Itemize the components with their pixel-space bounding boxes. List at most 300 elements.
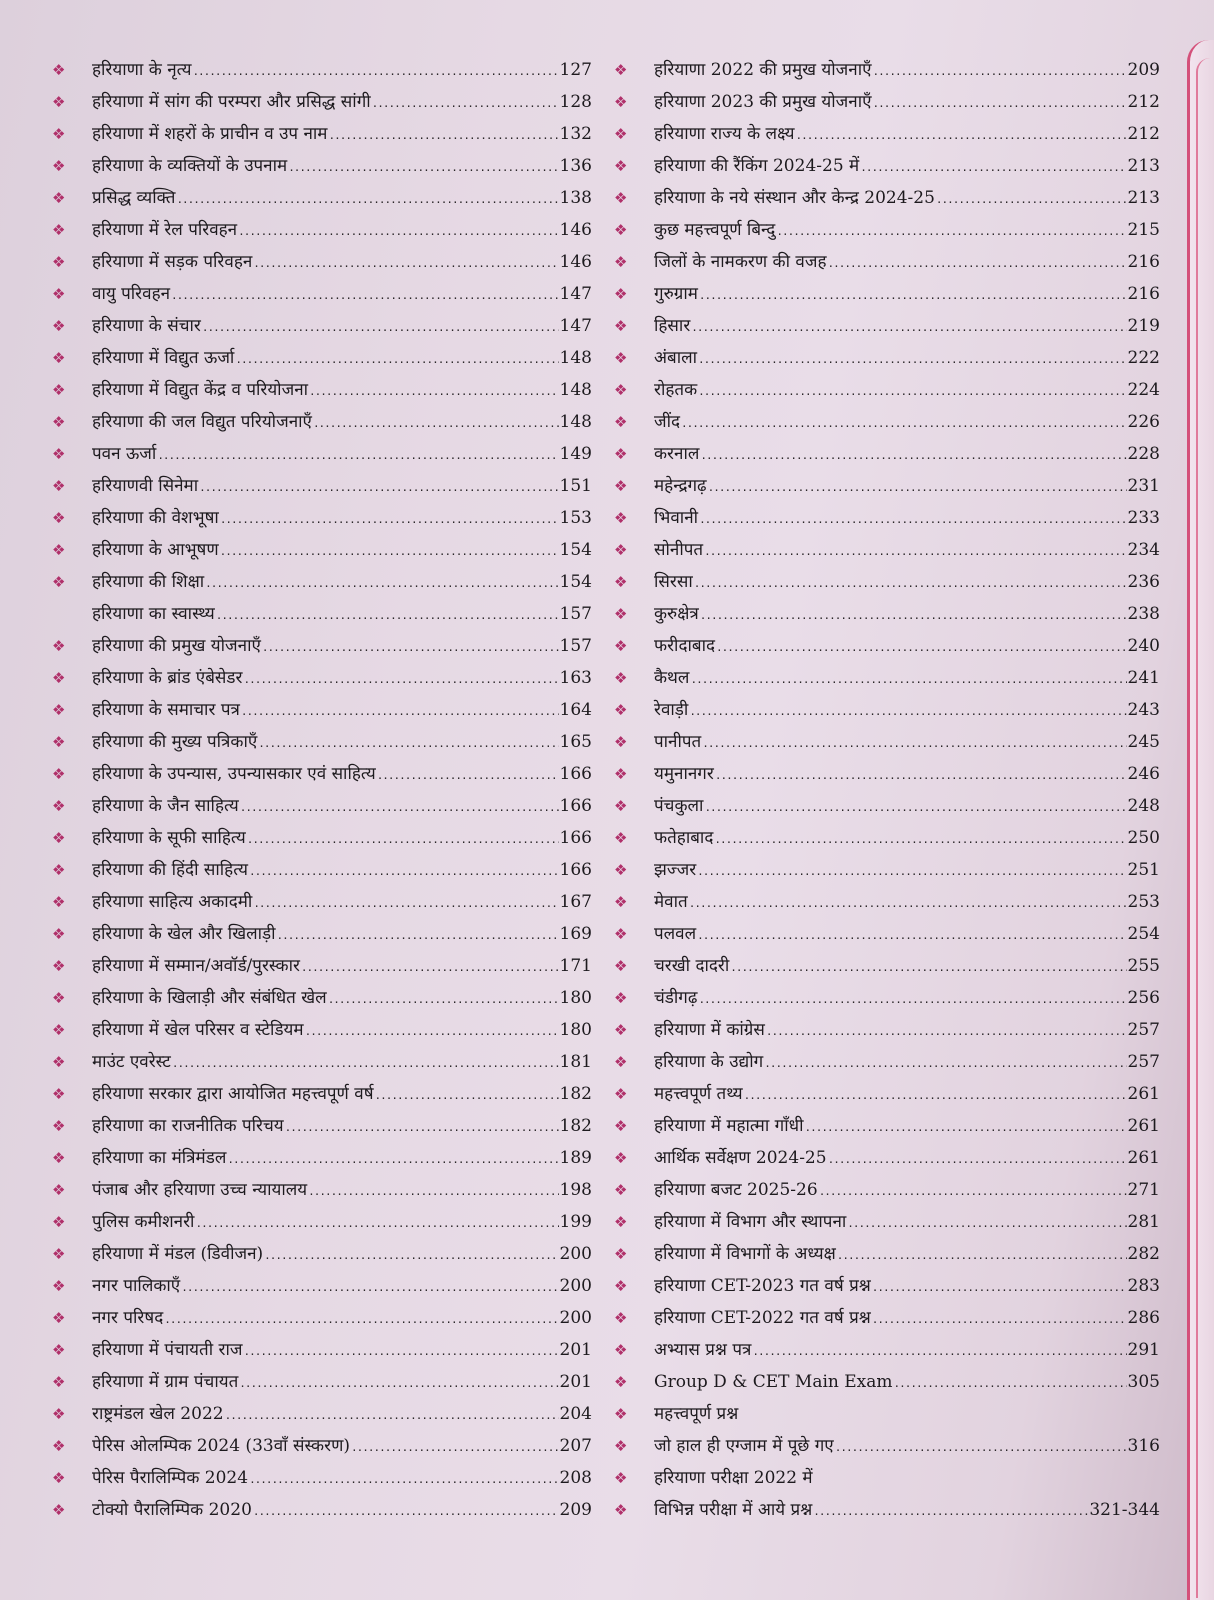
bullet-icon: ❖ xyxy=(614,477,628,495)
entry-title: रोहतक xyxy=(654,380,698,400)
dot-leader xyxy=(181,1272,558,1304)
entry-page-number: 224 xyxy=(1127,380,1160,400)
entry-title: हरियाणा में मंडल (डिवीजन) xyxy=(92,1244,264,1264)
dot-leader xyxy=(681,408,1127,440)
contents-entry xyxy=(52,470,592,502)
entry-page-number: 316 xyxy=(1127,1436,1160,1456)
entry-title: हरियाणा के नये संस्थान और केन्द्र 2024-25 xyxy=(654,188,935,208)
dot-leader xyxy=(689,696,1126,728)
bullet-icon: ❖ xyxy=(614,957,628,975)
entry-title: हरियाणा की वेशभूषा xyxy=(92,508,219,528)
entry-page-number: 166 xyxy=(559,828,592,848)
dot-leader xyxy=(235,344,558,376)
entry-page-number: 128 xyxy=(559,92,592,112)
entry-title: कुरुक्षेत्र xyxy=(654,604,699,624)
contents-entry xyxy=(614,1142,1160,1174)
contents-entry xyxy=(52,1174,592,1206)
entry-page-number: 256 xyxy=(1127,988,1160,1008)
bullet-icon: ❖ xyxy=(52,541,66,559)
entry-page-number: 253 xyxy=(1127,892,1160,912)
bullet-icon: ❖ xyxy=(614,253,628,271)
dot-leader xyxy=(714,824,1126,856)
dot-leader xyxy=(253,888,558,920)
dot-leader xyxy=(220,536,559,568)
entry-title: पलवल xyxy=(654,924,697,944)
entry-page-number: 163 xyxy=(559,668,592,688)
bullet-icon: ❖ xyxy=(614,1181,628,1199)
entry-page-number: 138 xyxy=(559,188,592,208)
entry-title: प्रसिद्ध व्यक्ति xyxy=(92,188,176,208)
entry-page-number: 182 xyxy=(559,1116,592,1136)
entry-title: सोनीपत xyxy=(654,540,704,560)
entry-page-number: 127 xyxy=(559,60,592,80)
contents-entry xyxy=(52,182,592,214)
contents-entry xyxy=(614,1430,1160,1462)
entry-page-number: 204 xyxy=(559,1404,592,1424)
bullet-icon: ❖ xyxy=(52,125,66,143)
contents-entry xyxy=(614,1014,1160,1046)
bullet-icon: ❖ xyxy=(614,1213,628,1231)
entry-title: हिसार xyxy=(654,316,691,336)
contents-entry xyxy=(614,854,1160,886)
dot-leader xyxy=(313,408,559,440)
entry-title: महत्त्वपूर्ण तथ्य xyxy=(654,1084,743,1104)
dot-leader xyxy=(216,600,559,632)
contents-entry xyxy=(52,534,592,566)
bullet-icon: ❖ xyxy=(52,381,66,399)
bullet-icon: ❖ xyxy=(52,413,66,431)
contents-entry xyxy=(52,918,592,950)
entry-page-number: 228 xyxy=(1127,444,1160,464)
contents-entry xyxy=(52,982,592,1014)
entry-title: वायु परिवहन xyxy=(92,284,171,304)
entry-page-number: 154 xyxy=(559,572,592,592)
contents-entry xyxy=(614,1334,1160,1366)
bullet-icon: ❖ xyxy=(52,573,66,591)
contents-entry xyxy=(614,1494,1160,1526)
bullet-icon: ❖ xyxy=(614,317,628,335)
contents-entry xyxy=(614,246,1160,278)
entry-page-number: 148 xyxy=(559,380,592,400)
contents-entry xyxy=(614,214,1160,246)
contents-entry xyxy=(52,150,592,182)
bullet-icon: ❖ xyxy=(52,1469,66,1487)
entry-page-number: 283 xyxy=(1127,1276,1160,1296)
entry-title: महत्त्वपूर्ण प्रश्न xyxy=(654,1404,739,1424)
entry-page-number: 199 xyxy=(559,1212,592,1232)
entry-title: हरियाणा के व्यक्तियों के उपनाम xyxy=(92,156,288,176)
dot-leader xyxy=(247,824,559,856)
contents-entry xyxy=(614,342,1160,374)
entry-page-number: 321-344 xyxy=(1089,1500,1160,1520)
entry-title: हरियाणा के आभूषण xyxy=(92,540,219,560)
contents-entry xyxy=(614,182,1160,214)
contents-entry xyxy=(52,758,592,790)
dot-leader xyxy=(249,1464,558,1496)
entry-title: हरियाणा 2022 की प्रमुख योजनाएँ xyxy=(654,60,872,80)
entry-title: गुरुग्राम xyxy=(654,284,698,304)
bullet-icon: ❖ xyxy=(614,637,628,655)
bullet-icon: ❖ xyxy=(52,1021,66,1039)
entry-title: हरियाणा परीक्षा 2022 में xyxy=(654,1468,813,1488)
contents-entry xyxy=(52,822,592,854)
bullet-icon: ❖ xyxy=(614,541,628,559)
entry-page-number: 231 xyxy=(1127,476,1160,496)
entry-page-number: 136 xyxy=(559,156,592,176)
contents-entry xyxy=(614,438,1160,470)
dot-leader xyxy=(328,984,559,1016)
entry-title: यमुनानगर xyxy=(654,764,714,784)
entry-page-number: 148 xyxy=(559,412,592,432)
bullet-icon: ❖ xyxy=(614,829,628,847)
entry-page-number: 182 xyxy=(559,1084,592,1104)
bullet-icon: ❖ xyxy=(614,1021,628,1039)
dot-leader xyxy=(328,120,558,152)
entry-title: हरियाणा के समाचार पत्र xyxy=(92,700,240,720)
contents-entry xyxy=(614,1366,1160,1398)
contents-entry xyxy=(52,1078,592,1110)
contents-entry xyxy=(52,374,592,406)
contents-entry xyxy=(614,1046,1160,1078)
contents-entry xyxy=(52,54,592,86)
contents-entry xyxy=(614,502,1160,534)
dot-leader xyxy=(375,1080,559,1112)
contents-entry xyxy=(52,502,592,534)
entry-page-number: 146 xyxy=(559,220,592,240)
contents-entry xyxy=(614,1110,1160,1142)
dot-leader xyxy=(698,376,1126,408)
contents-entry xyxy=(52,438,592,470)
bullet-icon: ❖ xyxy=(614,1245,628,1263)
bullet-icon: ❖ xyxy=(614,93,628,111)
entry-title: हरियाणा का मंत्रिमंडल xyxy=(92,1148,227,1168)
dot-leader xyxy=(776,216,1126,248)
entry-title: हरियाणा का स्वास्थ्य xyxy=(92,604,215,624)
contents-entry xyxy=(52,630,592,662)
entry-page-number: 234 xyxy=(1127,540,1160,560)
entry-page-number: 241 xyxy=(1127,668,1160,688)
entry-page-number: 216 xyxy=(1127,252,1160,272)
bullet-icon: ❖ xyxy=(614,861,628,879)
entry-title: फरीदाबाद xyxy=(654,636,716,656)
dot-leader xyxy=(195,1208,558,1240)
contents-entry xyxy=(52,1206,592,1238)
entry-title: चरखी दादरी xyxy=(654,956,730,976)
entry-page-number: 236 xyxy=(1127,572,1160,592)
dot-leader xyxy=(220,504,559,536)
entry-title: हरियाणा में ग्राम पंचायत xyxy=(92,1372,239,1392)
entry-title: हरियाणा में शहरों के प्राचीन व उप नाम xyxy=(92,124,328,144)
bullet-icon: ❖ xyxy=(52,349,66,367)
entry-title: कुछ महत्त्वपूर्ण बिन्दु xyxy=(654,220,776,240)
entry-page-number: 201 xyxy=(559,1340,592,1360)
entry-title: हरियाणा की प्रमुख योजनाएँ xyxy=(92,636,261,656)
contents-entry xyxy=(614,1302,1160,1334)
entry-title: हरियाणा की मुख्य पत्रिकाएँ xyxy=(92,732,258,752)
entry-page-number: 166 xyxy=(559,860,592,880)
entry-title: पवन ऊर्जा xyxy=(92,444,157,464)
contents-entry xyxy=(614,566,1160,598)
entry-title: हरियाणा के संचार xyxy=(92,316,201,336)
bullet-icon: ❖ xyxy=(614,925,628,943)
dot-leader xyxy=(699,504,1126,536)
entry-page-number: 261 xyxy=(1127,1084,1160,1104)
dot-leader xyxy=(227,1144,558,1176)
contents-entry xyxy=(52,246,592,278)
dot-leader xyxy=(253,248,558,280)
entry-title: महेन्द्रगढ़ xyxy=(654,476,707,496)
entry-page-number: 189 xyxy=(559,1148,592,1168)
contents-entry xyxy=(52,406,592,438)
entry-title: हरियाणा में खेल परिसर व स्टेडियम xyxy=(92,1020,304,1040)
entry-page-number: 212 xyxy=(1127,92,1160,112)
contents-entry xyxy=(52,886,592,918)
bullet-icon: ❖ xyxy=(52,637,66,655)
dot-leader xyxy=(243,664,558,696)
entry-title: नगर पालिकाएँ xyxy=(92,1276,181,1296)
contents-entry xyxy=(52,86,592,118)
entry-title: हरियाणा की शिक्षा xyxy=(92,572,205,592)
dot-leader xyxy=(827,248,1126,280)
bullet-icon: ❖ xyxy=(52,1213,66,1231)
entry-title: झज्जर xyxy=(654,860,697,880)
bullet-icon: ❖ xyxy=(614,1373,628,1391)
dot-leader xyxy=(377,760,559,792)
entry-title: हरियाणा में विद्युत ऊर्जा xyxy=(92,348,235,368)
contents-entry xyxy=(52,854,592,886)
dot-leader xyxy=(805,1112,1127,1144)
bullet-icon: ❖ xyxy=(52,829,66,847)
entry-title: भिवानी xyxy=(654,508,699,528)
entry-page-number: 201 xyxy=(559,1372,592,1392)
entry-title: पेरिस ओलम्पिक 2024 (33वाँ संस्करण) xyxy=(92,1436,350,1456)
entry-page-number: 254 xyxy=(1127,924,1160,944)
entry-page-number: 208 xyxy=(559,1468,592,1488)
contents-entry xyxy=(614,982,1160,1014)
entry-title: टोक्यो पैरालिम्पिक 2020 xyxy=(92,1500,252,1520)
entry-title: हरियाणा में सड़क परिवहन xyxy=(92,252,253,272)
bullet-icon: ❖ xyxy=(614,1053,628,1071)
entry-title: हरियाणा की जल विद्युत परियोजनाएँ xyxy=(92,412,312,432)
dot-leader xyxy=(847,1208,1126,1240)
bullet-icon: ❖ xyxy=(52,477,66,495)
bullet-icon: ❖ xyxy=(614,1117,628,1135)
bullet-icon: ❖ xyxy=(52,189,66,207)
contents-entry xyxy=(52,1110,592,1142)
bullet-icon: ❖ xyxy=(614,605,628,623)
dot-leader xyxy=(285,1112,559,1144)
bullet-icon: ❖ xyxy=(614,1149,628,1167)
contents-entry xyxy=(52,1014,592,1046)
contents-entry xyxy=(614,1174,1160,1206)
entry-title: हरियाणा के उपन्यास, उपन्यासकार एवं साहित्य xyxy=(92,764,376,784)
dot-leader xyxy=(702,728,1126,760)
dot-leader xyxy=(288,152,558,184)
dot-leader xyxy=(872,1304,1127,1336)
dot-leader xyxy=(171,280,559,312)
dot-leader xyxy=(244,1336,559,1368)
entry-page-number: 157 xyxy=(559,636,592,656)
contents-entry xyxy=(614,118,1160,150)
entry-page-number: 169 xyxy=(559,924,592,944)
contents-entry xyxy=(614,86,1160,118)
entry-title: हरियाणा CET-2023 गत वर्ष प्रश्न xyxy=(654,1276,871,1296)
entry-page-number: 238 xyxy=(1127,604,1160,624)
bullet-icon: ❖ xyxy=(52,1277,66,1295)
contents-entry xyxy=(614,758,1160,790)
bullet-icon: ❖ xyxy=(614,285,628,303)
bullet-icon: ❖ xyxy=(614,733,628,751)
entry-title: जो हाल ही एग्जाम में पूछे गए xyxy=(654,1436,834,1456)
dot-leader xyxy=(689,888,1127,920)
contents-entry xyxy=(52,1334,592,1366)
dot-leader xyxy=(249,856,559,888)
dot-leader xyxy=(752,1336,1126,1368)
contents-entry xyxy=(52,1046,592,1078)
bullet-icon: ❖ xyxy=(52,1405,66,1423)
dot-leader xyxy=(157,440,558,472)
entry-page-number: 146 xyxy=(559,252,592,272)
bullet-icon: ❖ xyxy=(614,1469,628,1487)
entry-title: पंचकुला xyxy=(654,796,704,816)
entry-title: हरियाणा राज्य के लक्ष्य xyxy=(654,124,795,144)
entry-title: Group D & CET Main Exam xyxy=(654,1372,893,1392)
dot-leader xyxy=(172,1048,559,1080)
entry-title: रेवाड़ी xyxy=(654,700,689,720)
dot-leader xyxy=(691,312,1126,344)
dot-leader xyxy=(704,792,1126,824)
dot-leader xyxy=(708,472,1127,504)
entry-page-number: 261 xyxy=(1127,1116,1160,1136)
entry-title: सिरसा xyxy=(654,572,693,592)
bullet-icon: ❖ xyxy=(52,1117,66,1135)
dot-leader xyxy=(837,1240,1127,1272)
entry-page-number: 261 xyxy=(1127,1148,1160,1168)
contents-entry xyxy=(52,1142,592,1174)
entry-page-number: 209 xyxy=(559,1500,592,1520)
entry-title: पुलिस कमीशनरी xyxy=(92,1212,195,1232)
bullet-icon: ❖ xyxy=(52,733,66,751)
contents-entry xyxy=(52,1398,592,1430)
entry-title: हरियाणा में सम्मान/अवॉर्ड/पुरस्कार xyxy=(92,956,300,976)
entry-title: हरियाणा का राजनीतिक परिचय xyxy=(92,1116,284,1136)
entry-page-number: 216 xyxy=(1127,284,1160,304)
dot-leader xyxy=(894,1368,1127,1400)
bullet-icon: ❖ xyxy=(52,317,66,335)
dot-leader xyxy=(873,56,1127,88)
dot-leader xyxy=(764,1048,1126,1080)
dot-leader xyxy=(936,184,1127,216)
bullet-icon: ❖ xyxy=(614,125,628,143)
dot-leader xyxy=(301,952,559,984)
contents-entry xyxy=(52,1238,592,1270)
contents-entry xyxy=(52,342,592,374)
entry-page-number: 132 xyxy=(559,124,592,144)
dot-leader xyxy=(698,984,1126,1016)
bullet-icon: ❖ xyxy=(52,285,66,303)
entry-page-number: 151 xyxy=(559,476,592,496)
entry-page-number: 207 xyxy=(559,1436,592,1456)
dot-leader xyxy=(715,760,1127,792)
bullet-icon: ❖ xyxy=(52,1053,66,1071)
entry-title: हरियाणा 2023 की प्रमुख योजनाएँ xyxy=(654,92,872,112)
dot-leader xyxy=(305,1016,559,1048)
entry-title: हरियाणा बजट 2025-26 xyxy=(654,1180,818,1200)
dot-leader xyxy=(860,152,1126,184)
entry-title: हरियाणा की रैंकिंग 2024-25 में xyxy=(654,156,860,176)
entry-title: पानीपत xyxy=(654,732,702,752)
dot-leader xyxy=(199,472,558,504)
dot-leader xyxy=(690,664,1126,696)
bullet-icon: ❖ xyxy=(52,93,66,111)
contents-entry xyxy=(52,662,592,694)
dot-leader xyxy=(835,1432,1127,1464)
entry-page-number: 233 xyxy=(1127,508,1160,528)
dot-leader xyxy=(308,1176,558,1208)
entry-page-number: 171 xyxy=(559,956,592,976)
dot-leader xyxy=(351,1432,559,1464)
bullet-icon: ❖ xyxy=(614,797,628,815)
dot-leader xyxy=(828,1144,1127,1176)
entry-page-number: 251 xyxy=(1127,860,1160,880)
dot-leader xyxy=(205,568,558,600)
entry-page-number: 219 xyxy=(1127,316,1160,336)
contents-entry xyxy=(614,1206,1160,1238)
contents-entry xyxy=(614,790,1160,822)
entry-page-number: 226 xyxy=(1127,412,1160,432)
bullet-icon: ❖ xyxy=(52,61,66,79)
contents-entry xyxy=(614,534,1160,566)
entry-title: हरियाणा के ब्रांड एंबेसेडर xyxy=(92,668,243,688)
contents-entry xyxy=(52,598,592,630)
entry-page-number: 147 xyxy=(559,316,592,336)
contents-entry xyxy=(52,1302,592,1334)
entry-page-number: 222 xyxy=(1127,348,1160,368)
contents-entry xyxy=(614,1398,1160,1430)
dot-leader xyxy=(873,88,1127,120)
dot-leader xyxy=(202,312,559,344)
contents-left-column xyxy=(52,54,592,1526)
entry-title: जिलों के नामकरण की वजह xyxy=(654,252,827,272)
entry-title: चंडीगढ़ xyxy=(654,988,698,1008)
bullet-icon: ❖ xyxy=(614,573,628,591)
bullet-icon: ❖ xyxy=(614,1277,628,1295)
entry-title: हरियाणा के नृत्य xyxy=(92,60,192,80)
dot-leader xyxy=(241,696,559,728)
bullet-icon: ❖ xyxy=(52,1501,66,1519)
entry-page-number: 212 xyxy=(1127,124,1160,144)
dot-leader xyxy=(240,792,559,824)
entry-title: हरियाणा में सांग की परम्परा और प्रसिद्ध सांगी xyxy=(92,92,371,112)
contents-entry xyxy=(614,1462,1160,1494)
contents-entry xyxy=(52,118,592,150)
bullet-icon: ❖ xyxy=(52,893,66,911)
entry-page-number: 291 xyxy=(1127,1340,1160,1360)
entry-title: मेवात xyxy=(654,892,688,912)
contents-entry xyxy=(52,694,592,726)
contents-entry xyxy=(52,1494,592,1526)
entry-page-number: 245 xyxy=(1127,732,1160,752)
entry-page-number: 282 xyxy=(1127,1244,1160,1264)
bullet-icon: ❖ xyxy=(52,1149,66,1167)
dot-leader xyxy=(694,568,1127,600)
entry-title: अंबाला xyxy=(654,348,698,368)
entry-page-number: 180 xyxy=(559,1020,592,1040)
dot-leader xyxy=(277,920,559,952)
bullet-icon: ❖ xyxy=(614,669,628,687)
bullet-icon: ❖ xyxy=(614,189,628,207)
entry-page-number: 305 xyxy=(1127,1372,1160,1392)
